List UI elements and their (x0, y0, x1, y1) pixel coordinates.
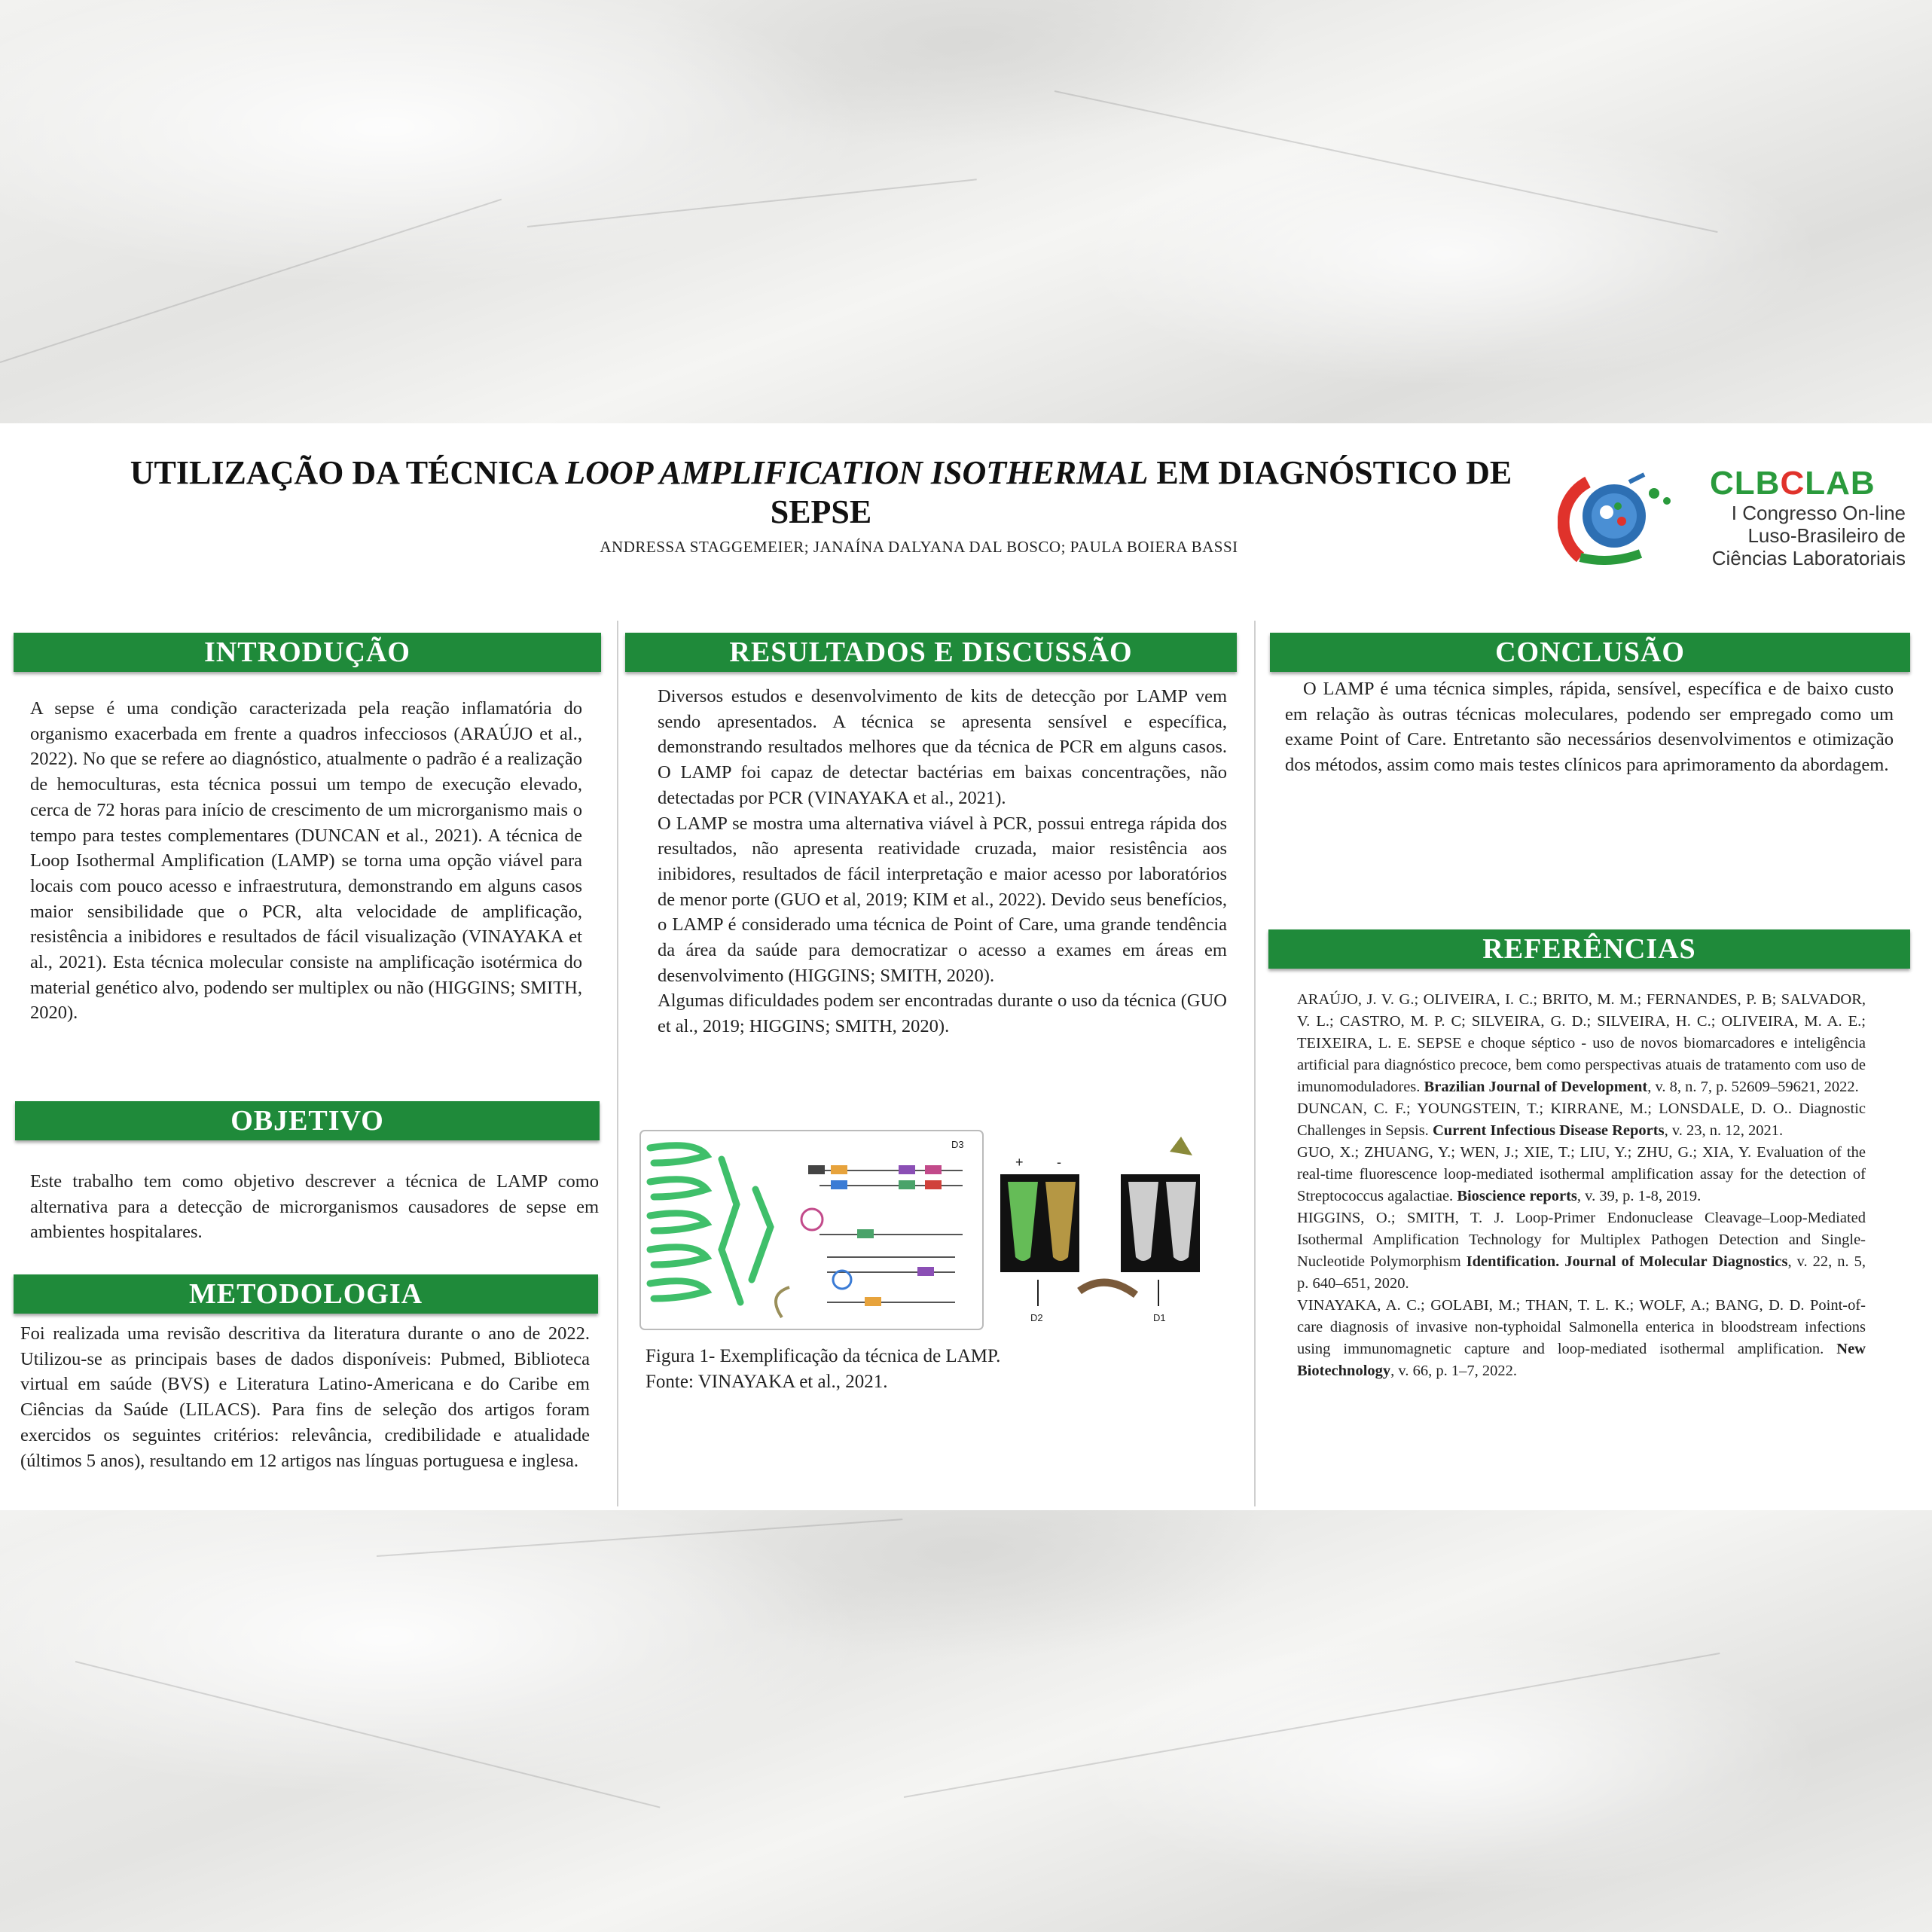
reference-item: DUNCAN, C. F.; YOUNGSTEIN, T.; KIRRANE, M.; LONSDALE, D. O.. Diagnostic Challenges in Sepsis. Current Infectious Disease Reports, v. 23, n. 12, 2021. (1297, 1100, 1866, 1139)
objetivo-heading: OBJETIVO (15, 1101, 600, 1140)
resultados-text: Diversos estudos e desenvolvimento de kits de detecção por LAMP vem sendo apresentados. A técnica se apresenta sensível e específica, demonstrando resultados melhores que da técnica de PCR em alguns casos. O LAMP foi capaz de detectar bactérias em baixas concentrações, não detectadas por PCR (VINAYAKA et al., 2021). O LAMP se mostra uma alternativa viável à PCR, possui entrega rápida dos resultados, não apresenta reatividade cruzada, maior resistência aos inibidores, resultados de fácil interpretação e maior acesso por laboratórios de menor porte (GUO et al, 2019; KIM et al., 2022). Devido seus benefícios, o LAMP é considerado uma técnica de Point of Care, uma grande tendência da área da saúde para democratizar o acesso a exames em áreas em desenvolvimento (HIGGINS; SMITH, 2020). Algumas dificuldades podem ser encontradas durante o uso da técnica (GUO et al., 2019; HIGGINS; SMITH, 2020). (658, 686, 1227, 1037)
metodologia-text: Foi realizada uma revisão descritiva da literatura durante o ano de 2022. Utilizou-se as principais bases de dados disponíveis: Pubmed, Biblioteca virtual em saúde (BVS) e Literatura Latino-Americana e do Caribe em Ciências da Saúde (LILACS). Para fins de seleção dos artigos foram exercidos os seguintes critérios: relevância, credibilidade e atualidade (últimos 5 anos), resultando em 12 artigos nas línguas portuguesa e inglesa. (20, 1323, 590, 1471)
logo-line-3: Ciências Laboratoriais (1711, 547, 1906, 569)
objetivo-text: Este trabalho tem como objetivo descrever a técnica de LAMP como alternativa para a detecção de microrganismos causadores de sepse em ambientes hospitalares. (30, 1171, 599, 1243)
figure-label-d3: D3 (951, 1139, 964, 1150)
figure-caption (646, 1344, 1000, 1395)
reference-item: VINAYAKA, A. C.; GOLABI, M.; THAN, T. L. K.; WOLF, A.; BANG, D. D. Point-of-care diagnosis of invasive non-typhoidal Salmonella enterica in bloodstream infections using immunomagnetic capture and loop-mediated isothermal amplification. New Biotechnology, v. 66, p. 1–7, 2022. (1297, 1297, 1866, 1379)
resultados-heading: RESULTADOS E DISCUSSÃO (625, 633, 1237, 672)
referencias-heading: REFERÊNCIAS (1268, 929, 1910, 969)
metodologia-heading: METODOLOGIA (14, 1274, 598, 1314)
congress-logo-text (1687, 465, 1928, 569)
lamp-figure (639, 1129, 1204, 1331)
column-divider-1 (617, 621, 618, 1506)
title-italic: LOOP AMPLIFICATION ISOTHERMAL (565, 454, 1149, 491)
introducao-heading: INTRODUÇÃO (14, 633, 601, 672)
figure-label-d1: D1 (1153, 1312, 1166, 1323)
logo-brand: CLBCLAB (1710, 465, 1876, 502)
referencias-list (1297, 989, 1866, 1382)
conclusao-text: O LAMP é uma técnica simples, rápida, sensível, específica e de baixo custo em relação às outras técnicas moleculares, podendo ser empregado como um exame Point of Care. Entretanto são necessários desenvolvimentos e otimização dos métodos, assim como mais testes clínicos para aprimoramento da abordagem. (1285, 679, 1894, 776)
logo-line-1: I Congresso On-line (1731, 502, 1906, 524)
logo-line-2: Luso-Brasileiro de (1747, 524, 1906, 547)
figure-label-d2: D2 (1030, 1312, 1043, 1323)
reference-item: HIGGINS, O.; SMITH, T. J. Loop-Primer Endonuclease Cleavage–Loop-Mediated Isothermal Amplification Technology for Multiplex Pathogen Detection and Single-Nucleotide Polymorphism Identification. Journal of Molecular Diagnostics, v. 22, n. 5, p. 640–651, 2020. (1297, 1210, 1866, 1292)
figure-label-minus: - (1057, 1155, 1061, 1170)
figure-caption-line-1: Figura 1- Exemplificação da técnica de LAMP. (646, 1346, 1001, 1366)
poster-title: UTILIZAÇÃO DA TÉCNICA LOOP AMPLIFICATION ISOTHERMAL EM DIAGNÓSTICO DE SEPSE (130, 454, 1512, 530)
marble-background-top (0, 0, 1932, 423)
conclusao-heading: CONCLUSÃO (1270, 633, 1910, 672)
marble-background-bottom (0, 1510, 1932, 1932)
figure-label-plus: + (1015, 1155, 1024, 1170)
authors: ANDRESSA STAGGEMEIER; JANAÍNA DALYANA DAL BOSCO; PAULA BOIERA BASSI (600, 538, 1238, 556)
introducao-text: A sepse é uma condição caracterizada pela reação inflamatória do organismo exacerbada em frente a quadros infecciosos (ARAÚJO et al., 2022). No que se refere ao diagnóstico, atualmente o padrão é a realização de hemoculturas, esta técnica possui um tempo de execução elevado, cerca de 72 horas para início de crescimento de um microrganismo mais o tempo para testes complementares (DUNCAN et al., 2021). A técnica de Loop Isothermal Amplification (LAMP) se torna uma opção viável para locais com pouco acesso e infraestrutura, demonstrando em alguns casos maior sensibilidade que o PCR, alta velocidade de amplificação, resistência a inibidores e resultados de fácil visualização (VINAYAKA et al., 2021). Esta técnica molecular consiste na amplificação isotérmica do material genético alvo, podendo ser multiplex ou não (HIGGINS; SMITH, 2020). (30, 698, 582, 1024)
column-divider-2 (1254, 621, 1256, 1506)
reference-item: ARAÚJO, J. V. G.; OLIVEIRA, I. C.; BRITO, M. M.; FERNANDES, P. B; SALVADOR, V. L.; CASTRO, M. P. C; SILVEIRA, G. D.; SILVEIRA, H. C.; OLIVEIRA, M. A. E.; TEIXEIRA, L. E. SEPSE e choque séptico - uso de novos biomarcadores e inteligência artificial para diagnóstico precoce, bem como perspectivas atuais de tratamento com uso de imunomoduladores. Brazilian Journal of Development, v. 8, n. 7, p. 52609–59621, 2022. (1297, 991, 1866, 1095)
lamp-diagram-icon (639, 1129, 1204, 1331)
figure-caption-line-2: Fonte: VINAYAKA et al., 2021. (646, 1372, 888, 1392)
reference-item: GUO, X.; ZHUANG, Y.; WEN, J.; XIE, T.; LIU, Y.; ZHU, G.; XIA, Y. Evaluation of the real-time fluorescence loop-mediated isothermal amplification assay for the detection of Streptococcus agalactiae. Bioscience reports, v. 39, p. 1-8, 2019. (1297, 1144, 1866, 1204)
poster (0, 423, 1932, 1510)
